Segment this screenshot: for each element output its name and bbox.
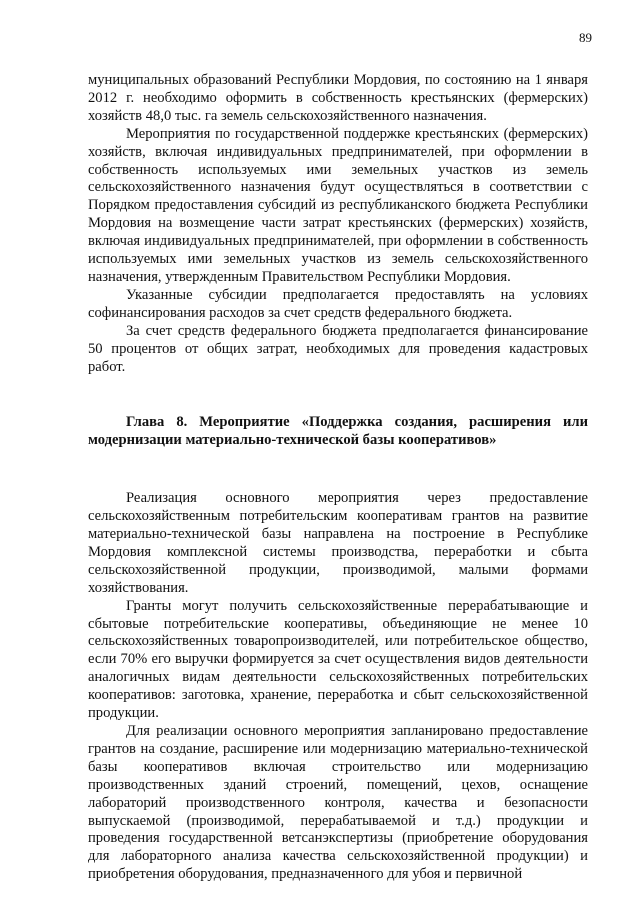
paragraph: За счет средств федерального бюджета предполагается финансирование 50 процентов от общих затрат, необходимых для проведения кадастровых работ. [88, 322, 588, 375]
page-number: 89 [579, 30, 592, 45]
paragraph: Указанные субсидии предполагается предоставлять на условиях софинансирования расходов за счет средств федерального бюджета. [88, 286, 588, 321]
chapter-heading: Глава 8. Мероприятие «Поддержка создания, расширения или модернизации материально-технической базы кооперативов» [88, 414, 588, 449]
paragraph: Для реализации основного мероприятия запланировано предоставление грантов на создание, расширение или модернизацию материально-технической базы кооперативов включая строительство или модернизацию производственных зданий строений, помещений, цехов, оснащение лабораторий производственного контроля, качества и безопасности выпускаемой (производимой, перерабатываемой и т.д.) продукции и проведения государственной ветсанэкспертизы (приобретение оборудования для лабораторного анализа качества сельскохозяйственной продукции) и приобретения оборудования, предназначенного для убоя и первичной [88, 723, 588, 883]
page-body [88, 72, 588, 884]
paragraph: Гранты могут получить сельскохозяйственные перерабатывающие и сбытовые потребительские кооперативы, объединяющие не менее 10 сельскохозяйственных товаропроизводителей, или потребительское общество, если 70% его выручки формируется за счет осуществления видов деятельности аналогичных видам деятельности сельскохозяйственных потребительских кооперативов: заготовка, хранение, переработка и сбыт сельскохозяйственной продукции. [88, 597, 588, 722]
paragraph: Мероприятия по государственной поддержке крестьянских (фермерских) хозяйств, включая индивидуальных предпринимателей, при оформлении в собственность используемых ими земельных участков из земель сельскохозяйственного назначения будут осуществляться в соответствии с Порядком предоставления субсидий из республиканского бюджета Республики Мордовия на возмещение части затрат крестьянских (фермерских) хозяйств, включая индивидуальных предпринимателей, при оформлении в собственность используемых ими земельных участков из земель сельскохозяйственного назначения, утвержденным Правительством Республики Мордовия. [88, 125, 588, 285]
paragraph: муниципальных образований Республики Мордовия, по состоянию на 1 января 2012 г. необходимо оформить в собственность крестьянских (фермерских) хозяйств 48,0 тыс. га земель сельскохозяйственного назначения. [88, 72, 588, 124]
paragraph: Реализация основного мероприятия через предоставление сельскохозяйственным потребительским кооперативам грантов на развитие материально-технической базы направлена на построение в Республике Мордовия комплексной системы производства, переработки и сбыта сельскохозяйственной продукции, производимой, малыми формами хозяйствования. [88, 490, 588, 596]
